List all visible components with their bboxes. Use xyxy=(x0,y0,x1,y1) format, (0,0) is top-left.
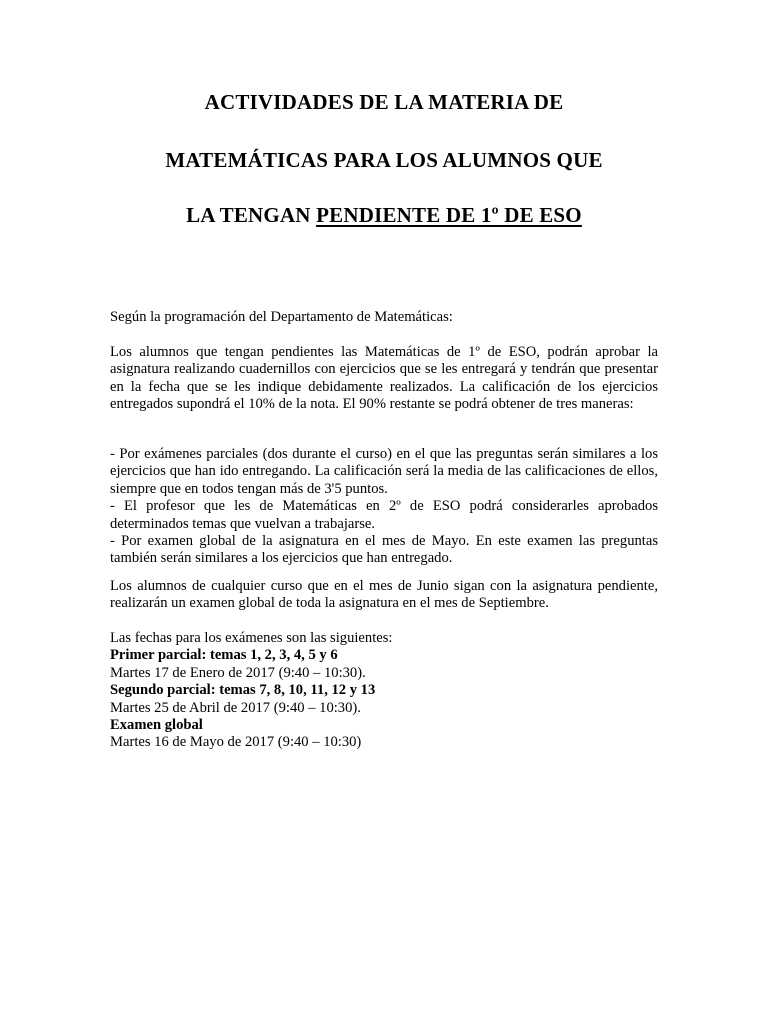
exam-name-global: Examen global xyxy=(110,717,203,734)
option-item-teacher-approval: - El profesor que les de Matemáticas en 2º de ESO podrá considerarles aprobados determinados temas que vuelvan a trabajarse. xyxy=(110,498,658,532)
option-item-partial-exams: - Por exámenes parciales (dos durante el curso) en el que las preguntas serán similares a los ejercicios que han ido entregando. La calificación será la media de las calificaciones de ellos, siempre que en todos tengan más de 3'5 puntos. xyxy=(110,446,658,497)
title-line-2: MATEMÁTICAS PARA LOS ALUMNOS QUE xyxy=(165,148,603,172)
title-line-3 xyxy=(0,202,768,228)
intro-paragraph xyxy=(110,309,658,326)
option-item-global-exam: - Por examen global de la asignatura en el mes de Mayo. En este examen las preguntas también serán similares a los ejercicios que han entregado. xyxy=(110,533,658,567)
exam-date-first-partial: Martes 17 de Enero de 2017 (9:40 – 10:30). xyxy=(110,664,366,681)
requirements-text: Los alumnos que tengan pendientes las Matemáticas de 1º de ESO, podrán aprobar la asignatura realizando cuadernillos con ejercicios que se les entregará y tendrán que presentar en la fecha que se les indique debidamente realizados. La calificación de los ejercicios entregados supondrá el 10% de la nota. El 90% restante se podrá obtener de tres maneras: xyxy=(110,344,658,413)
options-list xyxy=(110,446,658,568)
exam-name-first-partial: Primer parcial: temas 1, 2, 3, 4, 5 y 6 xyxy=(110,647,338,664)
exam-date-second-partial: Martes 25 de Abril de 2017 (9:40 – 10:30). xyxy=(110,699,361,716)
title-line-1: ACTIVIDADES DE LA MATERIA DE xyxy=(204,90,564,114)
exam-date-global: Martes 16 de Mayo de 2017 (9:40 – 10:30) xyxy=(110,734,362,751)
title-line-3-plain: LA TENGAN xyxy=(186,203,317,227)
september-text: Los alumnos de cualquier curso que en el mes de Junio sigan con la asignatura pendiente, realizarán un examen global de toda la asignatura en el mes de Septiembre. xyxy=(110,578,658,612)
exam-name-second-partial: Segundo parcial: temas 7, 8, 10, 11, 12 y 13 xyxy=(110,682,376,699)
intro-text: Según la programación del Departamento de Matemáticas: xyxy=(110,309,453,325)
exam-dates-heading: Las fechas para los exámenes son las siguientes: xyxy=(110,630,393,646)
september-paragraph xyxy=(110,578,658,613)
title-line-3-underlined: PENDIENTE DE 1º DE ESO xyxy=(316,203,582,227)
requirements-paragraph xyxy=(110,344,658,414)
exam-dates-section xyxy=(110,630,658,752)
